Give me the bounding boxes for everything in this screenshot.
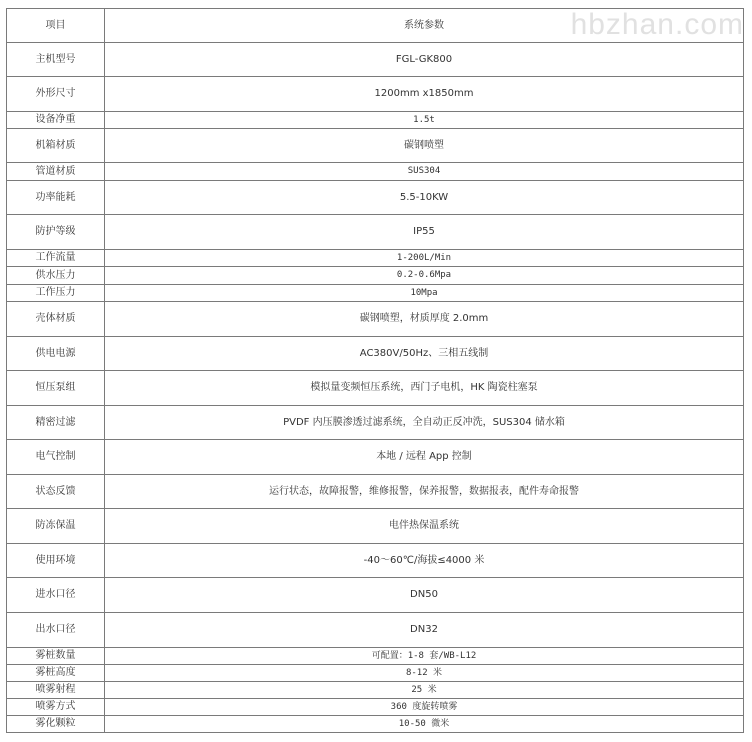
table-row — [7, 509, 744, 544]
table-row — [7, 648, 744, 665]
table-row — [7, 215, 744, 250]
row-value: 8-12 米 — [105, 665, 744, 682]
row-label: 管道材质 — [7, 163, 105, 181]
row-label: 雾桩高度 — [7, 665, 105, 682]
row-value: 0.2-0.6Mpa — [105, 267, 744, 285]
table-row — [7, 163, 744, 181]
row-value: 1.5t — [105, 112, 744, 129]
table-row — [7, 112, 744, 129]
row-label: 工作压力 — [7, 285, 105, 302]
row-value: 运行状态，故障报警，维修报警，保养报警，数据报表，配件寿命报警 — [105, 475, 744, 509]
row-value: -40～60℃/海拔≤4000 米 — [105, 544, 744, 578]
row-value: DN50 — [105, 578, 744, 613]
table-row — [7, 371, 744, 406]
watermark-text: hbzhan.com — [570, 8, 744, 41]
row-value: DN32 — [105, 613, 744, 648]
row-value: 碳钢喷塑 — [105, 129, 744, 163]
header-value-cell: 系统参数 — [105, 9, 744, 43]
row-value: SUS304 — [105, 163, 744, 181]
row-value: AC380V/50Hz、三相五线制 — [105, 337, 744, 371]
row-value: 碳钢喷塑，材质厚度 2.0mm — [105, 302, 744, 337]
table-row — [7, 77, 744, 112]
table-row — [7, 578, 744, 613]
row-label: 机箱材质 — [7, 129, 105, 163]
row-label: 状态反馈 — [7, 475, 105, 509]
row-label: 壳体材质 — [7, 302, 105, 337]
row-label: 进水口径 — [7, 578, 105, 613]
row-label: 主机型号 — [7, 43, 105, 77]
table-row — [7, 267, 744, 285]
table-row — [7, 475, 744, 509]
table-row — [7, 285, 744, 302]
header-item-cell: 项目 — [7, 9, 105, 43]
table-row — [7, 544, 744, 578]
row-value: 本地 / 远程 App 控制 — [105, 440, 744, 475]
table-row — [7, 302, 744, 337]
table-row — [7, 43, 744, 77]
row-label: 雾桩数量 — [7, 648, 105, 665]
table-row — [7, 665, 744, 682]
row-label: 雾化颗粒 — [7, 716, 105, 733]
table-row — [7, 440, 744, 475]
row-label: 防冻保温 — [7, 509, 105, 544]
row-value: IP55 — [105, 215, 744, 250]
row-value: 可配置：1-8 套/WB-L12 — [105, 648, 744, 665]
row-value: 模拟量变频恒压系统，西门子电机，HK 陶瓷柱塞泵 — [105, 371, 744, 406]
row-label: 精密过滤 — [7, 406, 105, 440]
table-row — [7, 699, 744, 716]
table-row — [7, 337, 744, 371]
table-header-row — [7, 9, 744, 43]
row-label: 恒压泵组 — [7, 371, 105, 406]
row-label: 电气控制 — [7, 440, 105, 475]
row-label: 防护等级 — [7, 215, 105, 250]
row-value: PVDF 内压膜渗透过滤系统，全自动正反冲洗，SUS304 储水箱 — [105, 406, 744, 440]
table-row — [7, 406, 744, 440]
table-row — [7, 129, 744, 163]
row-label: 供水压力 — [7, 267, 105, 285]
table-row — [7, 250, 744, 267]
row-value: 10Mpa — [105, 285, 744, 302]
row-value: 25 米 — [105, 682, 744, 699]
row-label: 出水口径 — [7, 613, 105, 648]
row-value: 电伴热保温系统 — [105, 509, 744, 544]
table-row — [7, 682, 744, 699]
row-label: 喷雾射程 — [7, 682, 105, 699]
row-value: 1-200L/Min — [105, 250, 744, 267]
table-row — [7, 181, 744, 215]
row-value: FGL-GK800 — [105, 43, 744, 77]
row-label: 外形尺寸 — [7, 77, 105, 112]
row-label: 设备净重 — [7, 112, 105, 129]
row-value: 10-50 微米 — [105, 716, 744, 733]
row-value: 1200mm x1850mm — [105, 77, 744, 112]
row-value: 360 度旋转喷雾 — [105, 699, 744, 716]
row-label: 供电电源 — [7, 337, 105, 371]
row-value: 5.5-10KW — [105, 181, 744, 215]
table-row — [7, 716, 744, 733]
row-label: 工作流量 — [7, 250, 105, 267]
row-label: 喷雾方式 — [7, 699, 105, 716]
row-label: 功率能耗 — [7, 181, 105, 215]
row-label: 使用环境 — [7, 544, 105, 578]
table-row — [7, 613, 744, 648]
spec-table — [6, 8, 744, 733]
